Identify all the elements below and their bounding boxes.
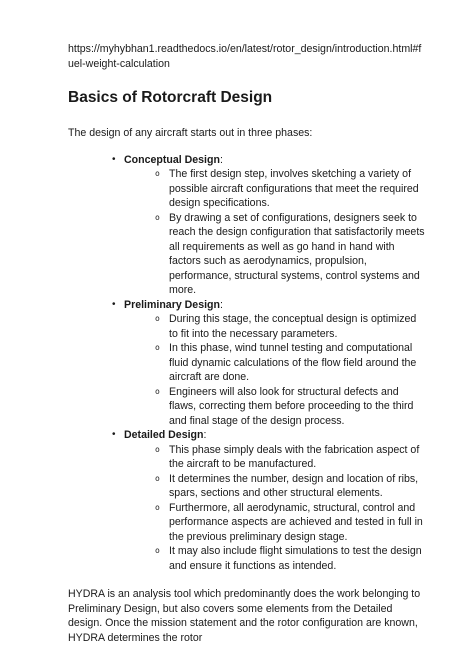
phase-heading-colon: : <box>203 429 207 441</box>
list-item <box>124 211 426 298</box>
list-item-text: It determines the number, design and location of ribs, spars, sections and other structural elements. <box>169 472 419 499</box>
phase-heading: Detailed Design <box>124 429 204 441</box>
list-item-text: Engineers will also look for structural defects and flaws, correcting them before proceeding to the third and final stage of the design process. <box>169 385 414 427</box>
circle-bullet-icon: o <box>155 169 160 178</box>
bullet-icon: • <box>112 298 116 310</box>
page-title: Basics of Rotorcraft Design <box>68 89 273 106</box>
list-item <box>124 544 426 573</box>
circle-bullet-icon: o <box>155 444 160 454</box>
phase-list <box>68 153 426 574</box>
phase-heading: Conceptual Design <box>124 153 220 166</box>
circle-bullet-icon: o <box>155 314 160 323</box>
list-item-text: By drawing a set of configurations, designers seek to reach the design configuration that satisfactorily meets all requirements as well as go hand in hand with factors such as aerodynamics, propulsion, performance, structural systems, control systems and more. <box>169 211 425 296</box>
circle-bullet-icon: o <box>155 473 160 483</box>
phase-detail-list <box>124 443 426 574</box>
list-item-text: This phase simply deals with the fabrication aspect of the aircraft to be manufactured. <box>169 443 420 470</box>
phase-item <box>68 153 426 298</box>
list-item <box>124 472 426 501</box>
circle-bullet-icon: o <box>155 386 160 396</box>
circle-bullet-icon: o <box>155 546 160 555</box>
phase-item <box>68 428 426 573</box>
list-item-text: It may also include flight simulations to test the design and ensure it functions as intended. <box>169 545 422 572</box>
bullet-icon: • <box>112 153 116 165</box>
list-item <box>124 312 426 341</box>
list-item <box>124 501 426 545</box>
list-item <box>124 167 426 211</box>
bullet-icon: • <box>112 429 116 440</box>
list-item <box>124 443 426 472</box>
circle-bullet-icon: o <box>155 343 160 352</box>
list-item <box>124 385 426 429</box>
phase-heading: Preliminary Design <box>124 298 220 311</box>
circle-bullet-icon: o <box>155 502 160 512</box>
phase-item <box>68 298 426 429</box>
phase-detail-list <box>124 312 426 428</box>
phase-heading-colon: : <box>219 153 223 166</box>
outro-paragraph: HYDRA is an analysis tool which predominantly does the work belonging to Preliminary Design, but also covers some elements from the Detailed design. Once the mission statement and the rotor configuration are known, HYDRA determines the rotor <box>68 588 421 644</box>
list-item-text: During this stage, the conceptual design is optimized to fit into the necessary parameters. <box>169 313 417 340</box>
intro-paragraph: The design of any aircraft starts out in three phases: <box>68 127 313 139</box>
circle-bullet-icon: o <box>155 212 160 222</box>
source-url: https://myhybhan1.readthedocs.io/en/latest/rotor_design/introduction.html#fuel-weight-calculation <box>68 43 422 70</box>
phase-detail-list <box>124 167 426 298</box>
list-item-text: The first design step, involves sketching a variety of possible aircraft configurations that meet the required design specifications. <box>169 168 419 209</box>
list-item-text: In this phase, wind tunnel testing and computational fluid dynamic calculations of the flow field around the aircraft are done. <box>169 342 417 383</box>
phase-heading-colon: : <box>219 298 223 311</box>
list-item-text: Furthermore, all aerodynamic, structural, control and performance aspects are achieved and tested in full in the previous preliminary design stage. <box>169 501 423 543</box>
list-item <box>124 341 426 385</box>
